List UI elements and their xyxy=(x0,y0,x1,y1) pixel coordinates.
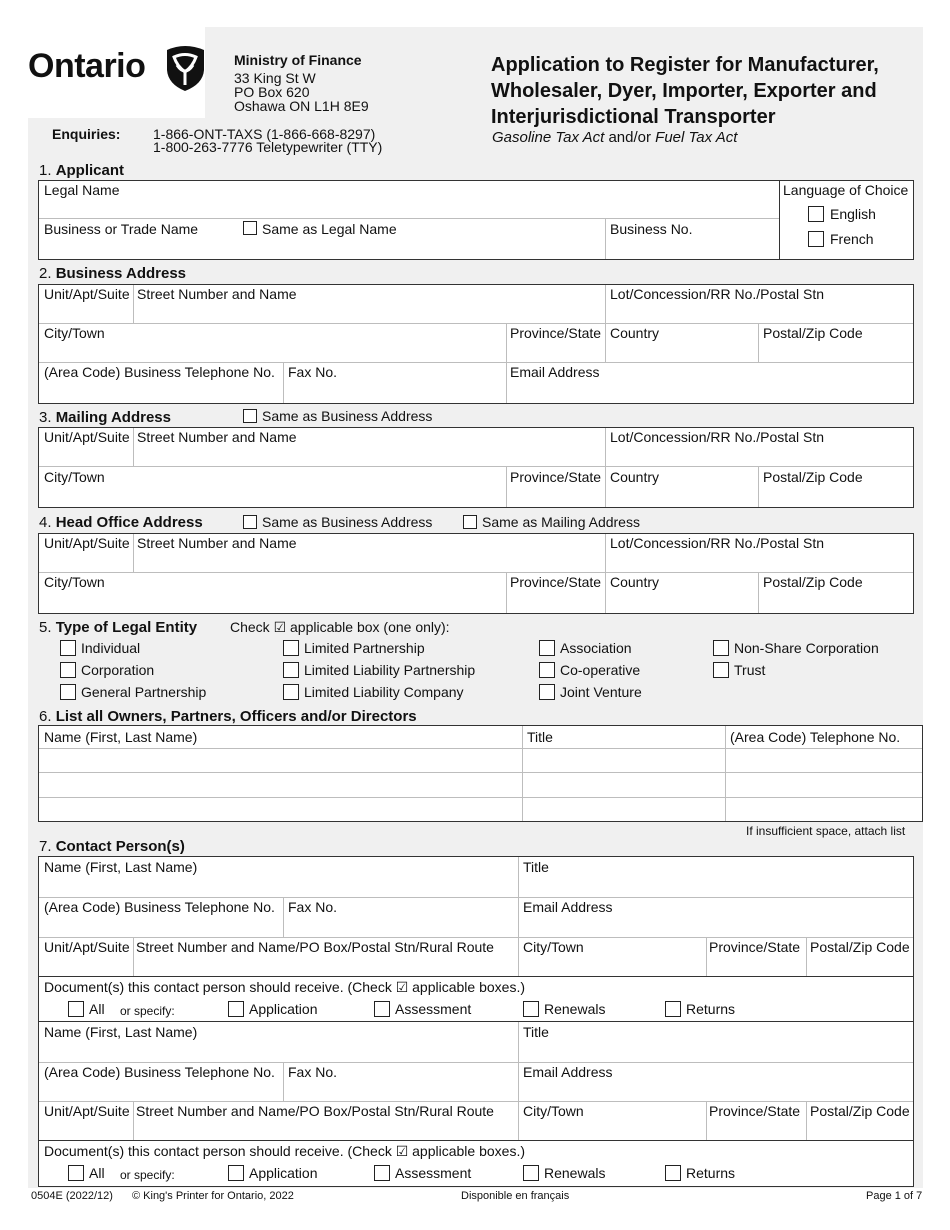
contact-2-email-field[interactable]: Email Address xyxy=(523,1064,613,1080)
section-number: 5. xyxy=(39,619,56,636)
contact-1-renewals-checkbox[interactable] xyxy=(523,1001,539,1017)
contact-1-title-field[interactable]: Title xyxy=(523,859,549,875)
section-title: Applicant xyxy=(55,162,125,179)
mailing-lot-field[interactable]: Lot/Concession/RR No./Postal Stn xyxy=(610,429,824,445)
ministry-name: Ministry of Finance xyxy=(234,52,362,68)
entity-corporation-label: Corporation xyxy=(81,662,155,678)
business-city-field[interactable]: City/Town xyxy=(44,325,105,341)
contact-2-renewals-checkbox[interactable] xyxy=(523,1165,539,1181)
owners-col-title: Title xyxy=(527,729,553,745)
contact-2-fax-field[interactable]: Fax No. xyxy=(288,1064,338,1080)
entity-joint-venture-label: Joint Venture xyxy=(560,684,642,700)
contact-2-application-label: Application xyxy=(249,1165,318,1181)
contact-1-all-label: All xyxy=(89,1001,105,1017)
head-office-city-field[interactable]: City/Town xyxy=(44,574,105,590)
head-office-street-field[interactable]: Street Number and Name xyxy=(137,535,297,551)
entity-llc-label: Limited Liability Company xyxy=(304,684,464,700)
ministry-address-line-2: PO Box 620 xyxy=(234,84,310,100)
mailing-postal-field[interactable]: Postal/Zip Code xyxy=(763,469,863,485)
same-as-legal-name-label: Same as Legal Name xyxy=(262,221,397,237)
legal-name-field[interactable]: Legal Name xyxy=(44,182,120,198)
trade-name-field[interactable]: Business or Trade Name xyxy=(44,221,199,237)
entity-individual-checkbox[interactable] xyxy=(60,640,76,656)
form-title-line-1: Application to Register for Manufacturer, xyxy=(491,54,879,76)
mailing-country-field[interactable]: Country xyxy=(610,469,660,485)
enquiries-phone: 1-866-ONT-TAXS (1-866-668-8297) xyxy=(153,126,376,142)
mailing-street-field[interactable]: Street Number and Name xyxy=(137,429,297,445)
head-office-postal-field[interactable]: Postal/Zip Code xyxy=(763,574,863,590)
form-number: 0504E (2022/12) xyxy=(31,1190,113,1202)
gasoline-tax-act: Gasoline Tax Act xyxy=(492,129,605,146)
section-title: List all Owners, Partners, Officers and/or Directors xyxy=(55,708,417,725)
contact-2-street-field[interactable]: Street Number and Name/PO Box/Postal Stn/Rural Route xyxy=(136,1103,494,1119)
entity-trust-label: Trust xyxy=(734,662,766,678)
head-office-province-field[interactable]: Province/State xyxy=(510,574,602,590)
enquiries-label: Enquiries: xyxy=(52,126,121,142)
section-number: 1. xyxy=(39,162,56,179)
ontario-logo xyxy=(28,42,208,94)
trillium-icon xyxy=(163,42,208,92)
section-6-heading xyxy=(39,708,417,725)
entity-llc-checkbox[interactable] xyxy=(283,684,299,700)
entity-general-partnership-label: General Partnership xyxy=(81,684,207,700)
entity-non-share-label: Non-Share Corporation xyxy=(734,640,879,656)
head-office-same-as-mailing-label: Same as Mailing Address xyxy=(482,514,640,530)
section-5-heading xyxy=(39,619,197,636)
business-lot-field[interactable]: Lot/Concession/RR No./Postal Stn xyxy=(610,286,824,302)
head-office-same-as-business-checkbox[interactable] xyxy=(243,515,257,529)
mailing-unit-field[interactable]: Unit/Apt/Suite xyxy=(44,429,130,445)
business-province-field[interactable]: Province/State xyxy=(510,325,602,341)
contact-2-assessment-label: Assessment xyxy=(395,1165,472,1181)
section-4-heading xyxy=(39,514,203,531)
mailing-province-field[interactable]: Province/State xyxy=(510,469,602,485)
contact-1-email-field[interactable]: Email Address xyxy=(523,899,613,915)
mailing-same-as-business-checkbox[interactable] xyxy=(243,409,257,423)
french-availability: Disponible en français xyxy=(461,1190,570,1202)
business-country-field[interactable]: Country xyxy=(610,325,660,341)
head-office-lot-field[interactable]: Lot/Concession/RR No./Postal Stn xyxy=(610,535,824,551)
contact-1-city-field[interactable]: City/Town xyxy=(523,939,584,955)
contact-1-assessment-checkbox[interactable] xyxy=(374,1001,390,1017)
same-as-legal-name-checkbox[interactable] xyxy=(243,221,257,235)
contact-1-returns-label: Returns xyxy=(686,1001,736,1017)
form-title xyxy=(491,52,879,130)
insufficient-space-note: If insufficient space, attach list xyxy=(746,824,906,838)
entity-association-label: Association xyxy=(560,640,632,656)
contact-1-street-field[interactable]: Street Number and Name/PO Box/Postal Stn/Rural Route xyxy=(136,939,494,955)
french-label: French xyxy=(830,231,874,247)
contact-2-name-field[interactable]: Name (First, Last Name) xyxy=(44,1024,198,1040)
contact-2-unit-field[interactable]: Unit/Apt/Suite xyxy=(44,1103,130,1119)
section-title: Head Office Address xyxy=(55,514,203,531)
entity-trust-checkbox[interactable] xyxy=(713,662,729,678)
ministry-address-line-3: Oshawa ON L1H 8E9 xyxy=(234,98,369,114)
entity-individual-label: Individual xyxy=(81,640,141,656)
contact-1-fax-field[interactable]: Fax No. xyxy=(288,899,338,915)
contact-2-renewals-label: Renewals xyxy=(544,1165,606,1181)
entity-association-checkbox[interactable] xyxy=(539,640,555,656)
section-2-heading xyxy=(39,265,186,282)
contact-2-city-field[interactable]: City/Town xyxy=(523,1103,584,1119)
contact-2-assessment-checkbox[interactable] xyxy=(374,1165,390,1181)
section-7-heading xyxy=(39,838,185,855)
section-number: 2. xyxy=(39,265,56,282)
business-phone-field[interactable]: (Area Code) Business Telephone No. xyxy=(44,364,275,380)
form-subtitle xyxy=(492,130,737,146)
owners-row-1[interactable] xyxy=(39,749,922,772)
contact-1-unit-field[interactable]: Unit/Apt/Suite xyxy=(44,939,130,955)
section-title: Business Address xyxy=(55,265,187,282)
business-address-box xyxy=(38,284,914,404)
contact-2-docs-label: Document(s) this contact person should receive. (Check ☑ applicable boxes.) xyxy=(44,1143,525,1159)
section-title: Contact Person(s) xyxy=(55,838,185,855)
mailing-city-field[interactable]: City/Town xyxy=(44,469,105,485)
section-1-heading xyxy=(39,162,124,179)
act-conjunction: and/or xyxy=(604,129,656,146)
contact-1-assessment-label: Assessment xyxy=(395,1001,472,1017)
contact-2-postal-field[interactable]: Postal/Zip Code xyxy=(810,1103,910,1119)
owners-row-3[interactable] xyxy=(39,798,922,821)
head-office-same-as-mailing-checkbox[interactable] xyxy=(463,515,477,529)
entity-corporation-checkbox[interactable] xyxy=(60,662,76,678)
entity-joint-venture-checkbox[interactable] xyxy=(539,684,555,700)
owners-row-2[interactable] xyxy=(39,773,922,797)
business-no-field[interactable]: Business No. xyxy=(610,221,693,237)
entity-llp-label: Limited Liability Partnership xyxy=(304,662,476,678)
entity-llp-checkbox[interactable] xyxy=(283,662,299,678)
contact-2-or-specify: or specify: xyxy=(120,1168,175,1182)
entity-limited-partnership-label: Limited Partnership xyxy=(304,640,425,656)
head-office-same-as-business-label: Same as Business Address xyxy=(262,514,433,530)
contact-1-application-label: Application xyxy=(249,1001,318,1017)
owners-col-phone: (Area Code) Telephone No. xyxy=(730,729,901,745)
entity-cooperative-label: Co-operative xyxy=(560,662,641,678)
contact-1-phone-field[interactable]: (Area Code) Business Telephone No. xyxy=(44,899,275,915)
section-title: Type of Legal Entity xyxy=(55,619,198,636)
page-number: Page 1 of 7 xyxy=(866,1190,923,1202)
contact-1-province-field[interactable]: Province/State xyxy=(709,939,801,955)
entity-cooperative-checkbox[interactable] xyxy=(539,662,555,678)
section-number: 3. xyxy=(39,409,56,426)
enquiries-tty: 1-800-263-7776 Teletypewriter (TTY) xyxy=(153,139,383,155)
french-checkbox[interactable] xyxy=(808,231,824,247)
form-title-line-3: Interjurisdictional Transporter xyxy=(491,106,776,128)
section-title: Mailing Address xyxy=(55,409,171,426)
contact-1-postal-field[interactable]: Postal/Zip Code xyxy=(810,939,910,955)
mailing-same-as-business-label: Same as Business Address xyxy=(262,408,433,424)
english-checkbox[interactable] xyxy=(808,206,824,222)
ministry-address-line-1: 33 King St W xyxy=(234,70,316,86)
contact-1-application-checkbox[interactable] xyxy=(228,1001,244,1017)
contact-2-title-field[interactable]: Title xyxy=(523,1024,549,1040)
entity-limited-partnership-checkbox[interactable] xyxy=(283,640,299,656)
contact-1-renewals-label: Renewals xyxy=(544,1001,606,1017)
english-label: English xyxy=(830,206,876,222)
contact-2-returns-label: Returns xyxy=(686,1165,736,1181)
contact-2-province-field[interactable]: Province/State xyxy=(709,1103,801,1119)
entity-instruction: Check ☑ applicable box (one only): xyxy=(230,619,450,635)
business-fax-field[interactable]: Fax No. xyxy=(288,364,338,380)
section-number: 6. xyxy=(39,708,56,725)
contact-2-phone-field[interactable]: (Area Code) Business Telephone No. xyxy=(44,1064,275,1080)
business-street-field[interactable]: Street Number and Name xyxy=(137,286,297,302)
ontario-wordmark: Ontario xyxy=(28,47,146,85)
language-of-choice-label: Language of Choice xyxy=(783,182,909,198)
business-unit-field[interactable]: Unit/Apt/Suite xyxy=(44,286,130,302)
fuel-tax-act: Fuel Tax Act xyxy=(655,129,738,146)
section-number: 4. xyxy=(39,514,56,531)
entity-general-partnership-checkbox[interactable] xyxy=(60,684,76,700)
contact-2-application-checkbox[interactable] xyxy=(228,1165,244,1181)
form-title-line-2: Wholesaler, Dyer, Importer, Exporter and xyxy=(491,80,877,102)
contact-1-all-checkbox[interactable] xyxy=(68,1001,84,1017)
contact-1-name-field[interactable]: Name (First, Last Name) xyxy=(44,859,198,875)
entity-non-share-checkbox[interactable] xyxy=(713,640,729,656)
owners-col-name: Name (First, Last Name) xyxy=(44,729,198,745)
head-office-unit-field[interactable]: Unit/Apt/Suite xyxy=(44,535,130,551)
head-office-country-field[interactable]: Country xyxy=(610,574,660,590)
contact-2-all-checkbox[interactable] xyxy=(68,1165,84,1181)
contact-1-returns-checkbox[interactable] xyxy=(665,1001,681,1017)
contact-2-returns-checkbox[interactable] xyxy=(665,1165,681,1181)
business-postal-field[interactable]: Postal/Zip Code xyxy=(763,325,863,341)
copyright: © King's Printer for Ontario, 2022 xyxy=(132,1190,294,1202)
section-number: 7. xyxy=(39,838,56,855)
contact-2-all-label: All xyxy=(89,1165,105,1181)
section-3-heading xyxy=(39,409,171,426)
contact-1-docs-label: Document(s) this contact person should receive. (Check ☑ applicable boxes.) xyxy=(44,979,525,995)
contact-1-or-specify: or specify: xyxy=(120,1004,175,1018)
business-email-field[interactable]: Email Address xyxy=(510,364,600,380)
